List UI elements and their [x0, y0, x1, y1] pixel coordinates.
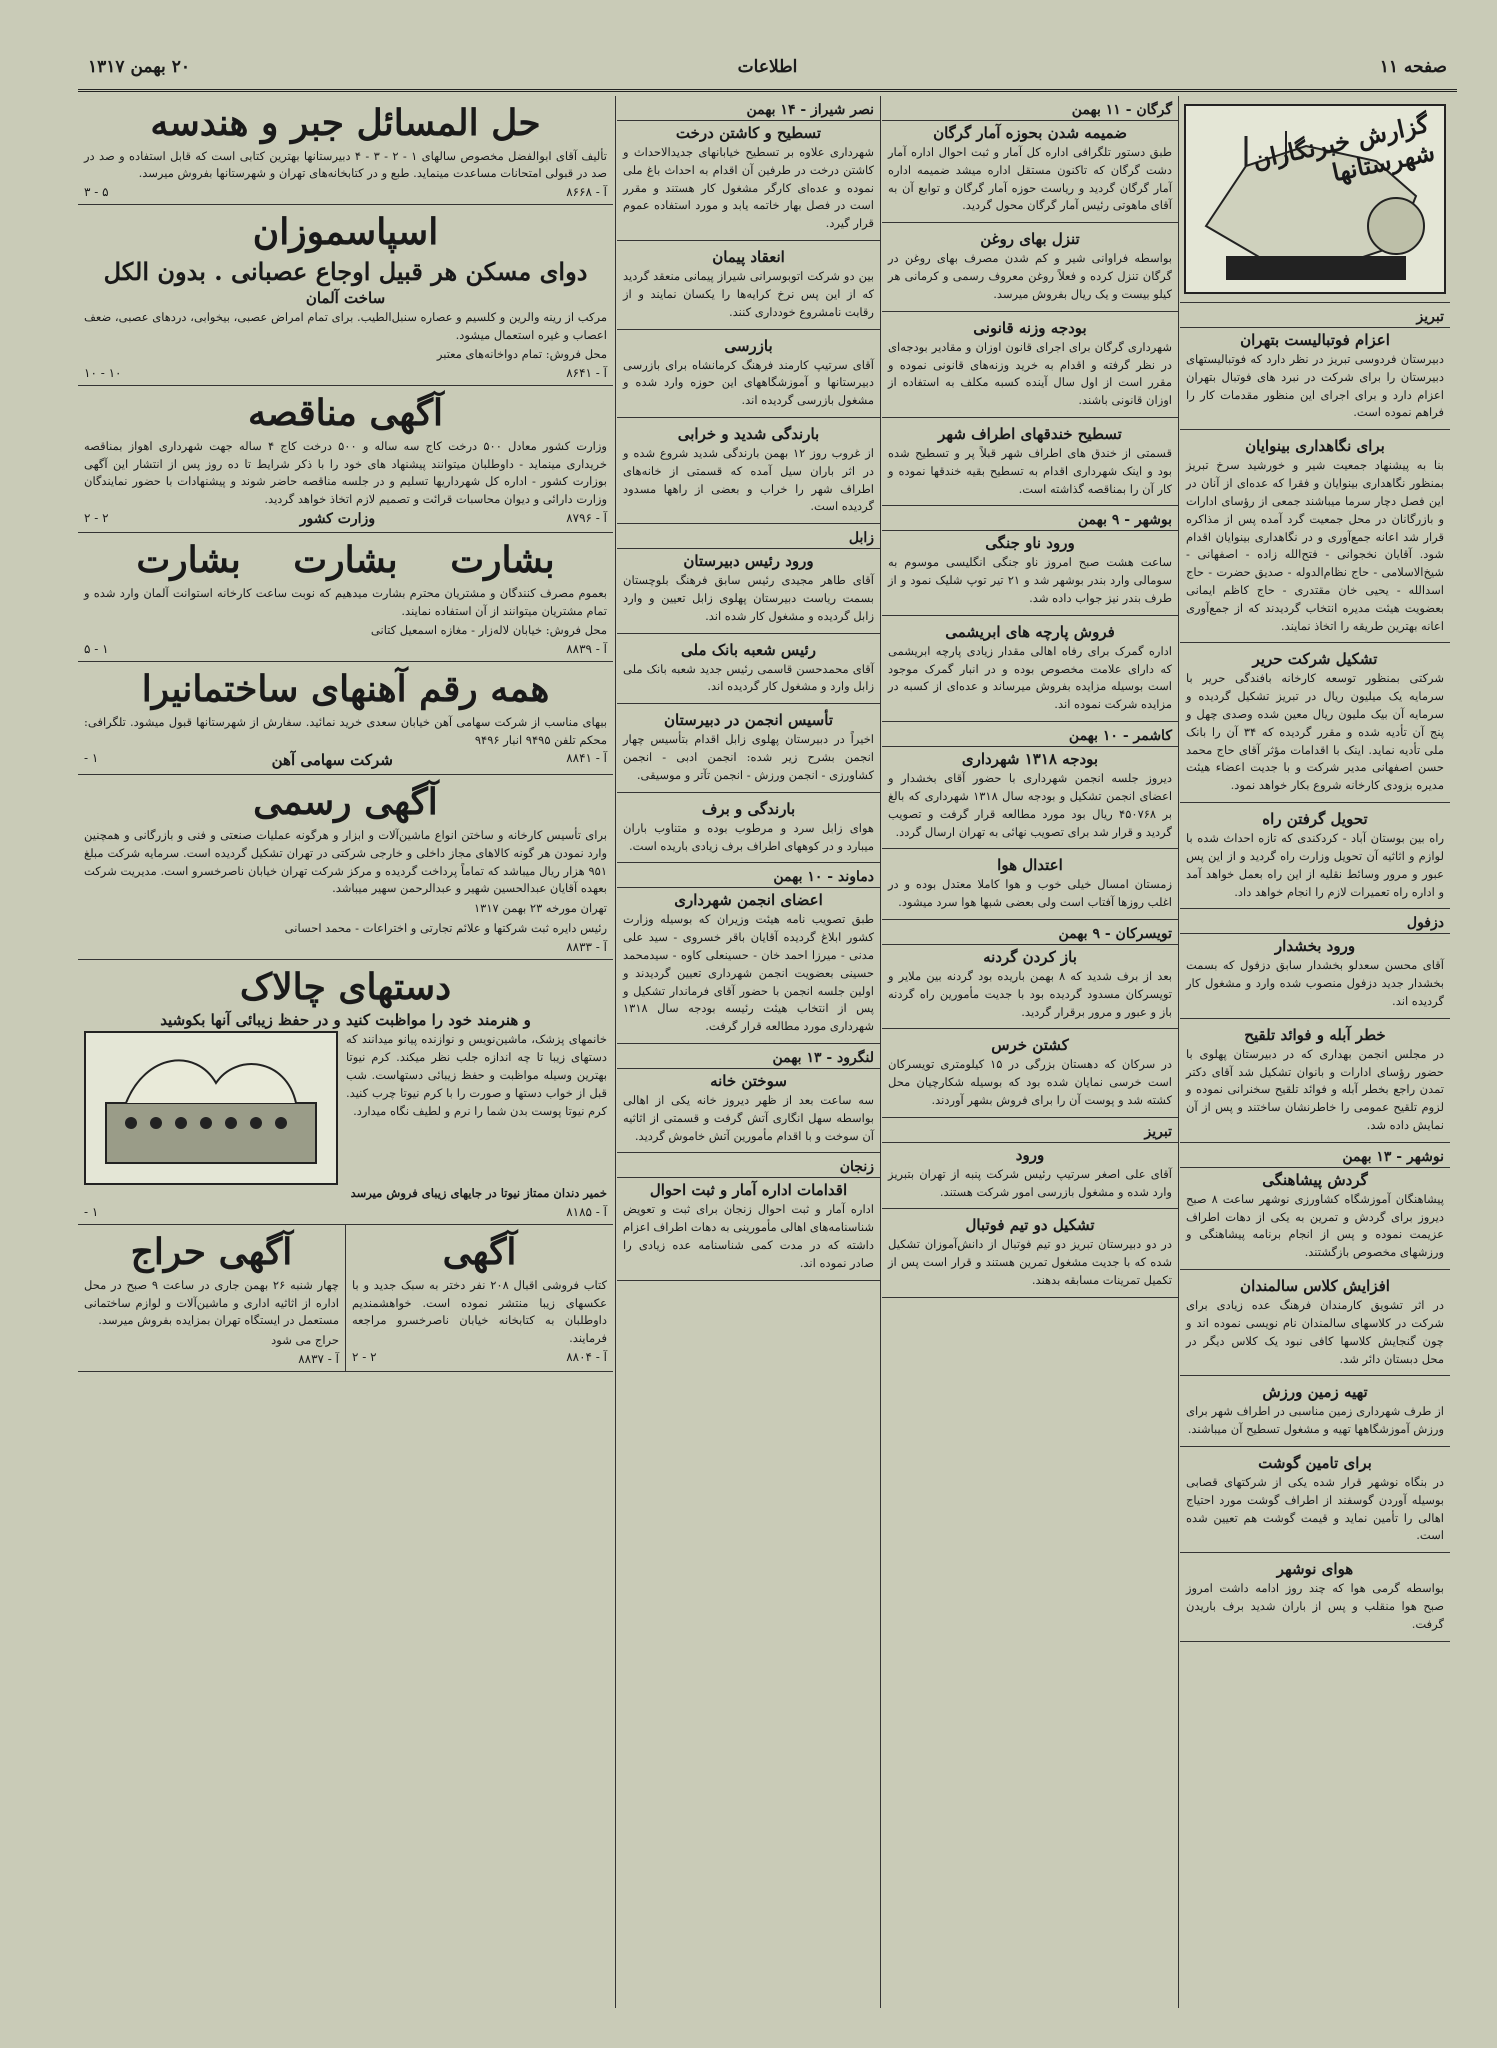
- ad-title: اسپاسموزان: [252, 211, 439, 254]
- ad-text: برای تأسیس کارخانه و ساختن انواع ماشین‌آلات و ابزار و هرگونه عملیات صنعتی و فنی و بازرگانی و همچنین وارد نمودن هر گونه کالاهای مجاز داخلی و خارجی شرکتی در تهران تشکیل گردیده است. سرمایه شرکت مبلغ ۹۵۱ هزار ریال میباشد که تماماً پرداخت گردیده و مرکز شرکت تهران خیابان ناصرخسرو است. مدیریت شرکت بعهده آقایان عبدالحسین شهیر و عبدالرحمن سهیر میباشد.: [84, 827, 607, 896]
- ad-title: آگهی رسمی: [253, 781, 438, 824]
- news-body: آقای محمدحسن قاسمی رئیس جدید شعبه بانک ملی زابل وارد و مشغول کار گردیده اند.: [623, 661, 874, 694]
- reporters-illustration: [1184, 104, 1446, 294]
- news-headline: برای نگاهداری بینوایان: [1245, 437, 1385, 456]
- ad-sale: محل فروش: خیابان لاله‌زار - مغازه اسمعیل کتانی: [370, 623, 607, 638]
- news-headline: بارندگی شدید و خرابی: [677, 424, 820, 443]
- page-header: [78, 55, 1457, 92]
- ad-official: [78, 775, 613, 959]
- news-headline: بودجه ۱۳۱۸ شهرداری: [961, 750, 1099, 769]
- news-headline: ورود ناو جنگی: [985, 534, 1075, 553]
- news-headline: کشتن خرس: [991, 1036, 1069, 1055]
- news-item: [882, 722, 1178, 849]
- ad-made-in: ساخت آلمان: [305, 288, 386, 307]
- ad-title: آگهی حراج: [130, 1231, 293, 1274]
- news-headline: اعزام فوتبالیست بتهران: [1240, 331, 1390, 349]
- news-item: [1180, 430, 1450, 643]
- column-rule: [1178, 96, 1179, 2008]
- news-item: [617, 1044, 880, 1153]
- news-headline: هوای نوشهر: [1276, 1560, 1354, 1579]
- news-body: پیشاهنگان آموزشگاه کشاورزی نوشهر ساعت ۸ صبح دیروز برای گردش و تمرین به یکی از دهات اطراف عزیمت نموده و پس از انجام برنامه پیشاهنگی و ورزشهای مخصوص بازگشتند.: [1186, 1191, 1444, 1260]
- news-item: [1180, 1553, 1450, 1641]
- news-item: [882, 616, 1178, 722]
- news-item: [617, 524, 880, 633]
- news-item: [1180, 303, 1450, 430]
- news-headline: باز کردن گردنه: [983, 947, 1077, 966]
- news-item: [882, 223, 1178, 311]
- news-headline: برای تامین گوشت: [1258, 1453, 1372, 1472]
- ad-text: تألیف آقای ابوالفضل مخصوص سالهای ۱ - ۲ - ۳ - ۴ دبیرستانها بهترین کتابی است که قابل استفاده و صد در صد در قبولی امتحانات مساعدت مینماید. طبع و در کتابخانه‌های تهران و شهرستانها بفروش میرسد.: [84, 148, 607, 181]
- news-body: راه بین بوستان آباد - کردکندی که تازه احداث شده با لوازم و اثاثیه آن تحویل وزارت راه گردید و از این پس عبور و مرور وسائط نقلیه از این راه بعمل خواهد آمد و اداره راه تعمیرات لازم را انجام خواهد داد.: [1186, 831, 1444, 899]
- news-headline: اعضای انجمن شهرداری: [674, 891, 823, 910]
- dateline: زنجان: [617, 1157, 880, 1178]
- news-item: [617, 418, 880, 524]
- news-headline: گردش پیشاهنگی: [1262, 1170, 1368, 1189]
- column-ads: [78, 96, 613, 2008]
- ad-ref: آ - ۸۱۸۵: [566, 1205, 607, 1220]
- news-item: [882, 506, 1178, 615]
- news-item: [1180, 1270, 1450, 1376]
- news-body: از غروب روز ۱۲ بهمن بارندگی شدید شروع شده و در اثر باران سیل آمده که قسمتی از خانه‌های اطراف شهر را خراب و بعضی از راهها مسدود گردیده است.: [623, 445, 874, 514]
- column-rule: [880, 96, 881, 2008]
- ad-title: آگهی مناقصه: [247, 392, 444, 435]
- ad-notice: [345, 1225, 613, 1372]
- news-headline: بازرسی: [724, 336, 773, 355]
- news-body: در سرکان که دهستان بزرگی در ۱۵ کیلومتری تویسرکان است خرسی نمایان شده بود که بوسیله شکارچیان محل کشته شد و پوست آن را برای فروش بشهر آوردند.: [888, 1057, 1172, 1107]
- news-body: قسمتی از خندق های اطراف شهر قبلاً پر و تسطیح شده بود و اینک شهرداری اقدام به تسطیح بقیه خندقها نموده و کار آن را بمناقصه گذاشته است.: [888, 445, 1172, 496]
- news-body: شرکتی بمنظور توسعه کارخانه بافندگی حریر با سرمایه یک میلیون ریال در تبریز تشکیل گردیده و سرمایه آن بیک ملیون ریال معین شده وصدی چهل و پنج آن تأدیه شده و مقرر گردیده که ۳۴ آن را بانک ملی تأدیه نماید. اینک با اقدامات مؤثر آقای حاج محمد حسن اصفهانی مدیر شرکت و با جدیت اعضاء هیئت مدیره بزودی کارخانه شروع بکار خواهد نمود.: [1186, 671, 1444, 793]
- news-headline: ضمیمه شدن بحوزه آمار گرگان: [933, 124, 1127, 142]
- ad-text: خانمهای پزشک، ماشین‌نویس و نوازنده پیانو میدانند که دستهای زیبا تا چه اندازه جلب نظر میکند. کرم نیوتا بهترین وسیله مواظبت و حفظ زیبائی دستهاست. شب قبل از خواب دستها و صورت را با کرم نیوتا چرب کنید. کرم نیوتا پوست بدن شما را نرم و لطیف نگاه میدارد.: [346, 1032, 607, 1118]
- news-body: اداره آمار و ثبت احوال زنجان برای ثبت و تعویض شناسنامه‌های اهالی مأمورینی به دهات اطراف اعزام داشته که در مدت کمی شناسنامه عده زیادی را صادر نموده اند.: [623, 1202, 874, 1270]
- news-item: [1180, 909, 1450, 1018]
- news-item: [617, 793, 880, 864]
- news-item: [1180, 1143, 1450, 1270]
- ad-text: ببهای مناسب از شرکت سهامی آهن خیابان سعدی خرید نمائید. سفارش از شهرستانها قبول میشود. تلگرافی: محکم تلفن ۹۴۹۵ انبار ۹۴۹۶: [84, 714, 607, 747]
- news-item: [882, 1029, 1178, 1117]
- news-item: [882, 920, 1178, 1029]
- ad-ref: آ - ۸۶۶۸: [566, 185, 607, 200]
- ad-good-news: [78, 533, 613, 662]
- news-headline: افزایش کلاس سالمندان: [1240, 1277, 1390, 1296]
- dateline: زابل: [617, 528, 880, 549]
- news-item: [882, 849, 1178, 920]
- hands-drawing: [86, 1033, 336, 1183]
- news-body: سه ساعت بعد از ظهر دیروز خانه یکی از اهالی بواسطه سهل انگاری آتش گرفت و قسمتی از اثاثیه آن سوخت و با اقدام مأمورین آتش خاموش گردید.: [623, 1093, 874, 1143]
- ad-text: چهار شنبه ۲۶ بهمن جاری در ساعت ۹ صبح در محل اداره از اثاثیه اداری و ماشین‌آلات و لوازم ساختمانی مستعمل در ایستگاه تهران بمزایده بفروش میرسد.: [84, 1277, 340, 1328]
- news-body: بنا به پیشنهاد جمعیت شیر و خورشید سرخ تبریز بمنظور نگاهداری بینوایان و فقرا که عده‌ای از آنان در این فصل دچار سرما میباشند جمعی از رؤسای ادارات و بازرگانان در محل جمعیت گرد آمده پس از مذاکره قرار شد اعانه جمع‌آوری و در نگاهداری بینوایان اقدام شود. آقایان نخجوانی - فتح‌الله زاده - اصفهانی - شیخ‌الاسلامی - حاج نظام‌الدوله - صدیق حضرت - حاج اسدالله - یحیی خان مقتدری - حاج کاظم ایمانی بعضویت هیئت مدیره انتخاب گردیدند که از جمع‌آوری اعانه بهترین طریقه را اتخاذ نمایند.: [1186, 458, 1444, 633]
- news-body: دیروز جلسه انجمن شهرداری با حضور آقای بخشدار و اعضای انجمن تشکیل و بودجه سال ۱۳۱۸ شهرداری که بالغ بر ۴۵۰۷۶۸ ریال بود مورد مطالعه قرار گرفت و تصویب گردید و قرار شد برای تصویب نهائی به تهران ارسال گردد.: [888, 771, 1173, 839]
- news-headline: بودجه وزنه قانونی: [973, 318, 1087, 337]
- correspondents-banner: [1180, 96, 1450, 303]
- news-item: [882, 418, 1178, 506]
- ad-ref: آ - ۸۸۴۱: [566, 751, 607, 766]
- column-3: [617, 96, 880, 2008]
- ad-nivea-hands: [78, 960, 613, 1225]
- ad-num: ۱ -: [84, 1205, 99, 1220]
- news-body: اداره گمرک برای رفاه اهالی مقدار زیادی پارچه ابریشمی که دارای علامت مخصوص بوده و در انبار گمرک موجود است بوسیله مزایده بفروش میرساند و عده‌ای از کسبه در مزایده شرکت نموده اند.: [888, 643, 1172, 712]
- news-body: آقای سرتیپ کارمند فرهنگ کرمانشاه برای بازرسی دبیرستانها و آموزشگاههای این حوزه وارد شده و مشغول بازرسی گردیده اند.: [623, 357, 874, 408]
- dateline: لنگرود - ۱۳ بهمن: [617, 1048, 880, 1069]
- news-headline: تسطیح و کاشتن درخت: [675, 124, 822, 142]
- news-body: بین دو شرکت اتوبوسرانی شیراز پیمانی منعقد گردید که از این پس نرخ کرایه‌ها را یکسان نمایند و از رقابت نامشروع خودداری کنند.: [623, 269, 874, 319]
- dateline: بوشهر - ۹ بهمن: [882, 510, 1178, 531]
- ad-text: بعموم مصرف کنندگان و مشتریان محترم بشارت میدهیم که نوبت ساعت کارخانه استوانت آلمان وارد شده و تمام مشتریان میتوانند از آن استفاده نمایند.: [84, 585, 607, 618]
- news-headline: خطر آبله و فوائد تلقیح: [1244, 1025, 1386, 1044]
- news-item: [882, 1118, 1178, 1210]
- news-headline: سوختن خانه: [710, 1072, 787, 1090]
- ad-num: ۵ - ۳: [84, 185, 109, 200]
- news-item: [1180, 803, 1450, 909]
- news-body: بواسطه فراوانی شیر و کم شدن مصرف بهای روغن در گرگان تنزل کرده و فعلاً روغن معروف رسمی و کرمانی هر کیلو بیست و یک ریال بفروش میرسد.: [888, 251, 1172, 301]
- news-body: در بنگاه نوشهر قرار شده یکی از شرکتهای قصابی بوسیله آوردن گوسفند از اطراف گوشت مورد احتیاج اهالی را تأمین نماید و قیمت گوشت هم تعیین شده است.: [1186, 1474, 1444, 1543]
- ad-ref: آ - ۸۶۴۱: [566, 366, 607, 381]
- news-headline: تشکیل شرکت حریر: [1252, 650, 1378, 669]
- dateline: نوشهر - ۱۳ بهمن: [1180, 1147, 1450, 1168]
- news-body: بواسطه گرمی هوا که چند روز ادامه داشت امروز صبح هوا منقلب و پس از باران شدید برف باریدن گرفت.: [1186, 1581, 1444, 1631]
- ad-algebra-book: [78, 96, 613, 205]
- ad-num: ۲ - ۲: [352, 1350, 377, 1365]
- news-headline: ورود بخشدار: [1274, 937, 1356, 956]
- news-item: [1180, 1447, 1450, 1553]
- dateline: گرگان - ۱۱ بهمن: [882, 100, 1178, 121]
- ad-date: تهران مورخه ۲۳ بهمن ۱۳۱۷: [473, 901, 607, 916]
- ad-ref: آ - ۸۸۳۳: [566, 939, 607, 954]
- ad-text: مرکب از رینه والرین و کلسیم و عصاره سنبل‌الطیب. برای تمام امراض عصبی، بیخوابی، دردهای عصبی، ضعف اعصاب و غیره استعمال میشود.: [84, 309, 607, 342]
- news-body: در مجلس انجمن بهداری که در دبیرستان پهلوی با حضور رؤسای ادارات و بانوان تشکیل شد آقای دکتر تمدن راجع بخطر آبله و فوائد تلقیح سخنرانی نموده و لزوم تلقیح عمومی را خاطرنشان ساختند و پس از آن نمایش داده شد.: [1186, 1046, 1444, 1132]
- ad-ref: آ - ۸۷۹۶: [566, 511, 607, 526]
- news-body: در اثر تشویق کارمندان فرهنگ عده زیادی برای شرکت در کلاسهای سالمندان نام نویسی نموده اند و چون گنجایش کلاسها کافی نبود یک کلاس دیگر در محل دبستان دائر شد.: [1186, 1298, 1444, 1366]
- ad-office: وزارت کشور: [299, 511, 376, 528]
- ad-ref: آ - ۸۸۰۴: [566, 1350, 607, 1365]
- news-item: [1180, 1376, 1450, 1447]
- news-headline: ورود: [1015, 1145, 1045, 1164]
- ad-signature: رئیس دایره ثبت شرکتها و علائم تجارتی و اختراعات - محمد احسانی: [284, 921, 607, 935]
- ad-subtitle: و هنرمند خود را مواظبت کنید و در حفظ زیبائی آنها بکوشید: [160, 1011, 531, 1030]
- ad-tender: [78, 386, 613, 533]
- ad-auction: [78, 1225, 345, 1372]
- dateline: دزفول: [1180, 913, 1450, 934]
- dateline: تبریز: [882, 1122, 1178, 1143]
- ad-title: بشارت بشارت بشارت: [136, 539, 555, 582]
- news-body: آقای محسن سعدلو بخشدار سابق دزفول که بسمت بخشدار جدید دزفول منصوب شده وارد و مشغول کار گردیده اند.: [1186, 958, 1444, 1008]
- news-headline: اعتدال هوا: [997, 856, 1063, 875]
- news-body: دبیرستان فردوسی تبریز در نظر دارد که فوتبالیستهای دبیرستان را برای شرکت در نبرد های فوتبال بتهران اعزام دارد و برای اجرای این منظور مقدمات کار را فراهم نموده است.: [1186, 352, 1444, 420]
- column-rule: [615, 96, 616, 2008]
- news-item: [617, 634, 880, 705]
- ad-num: ۱ -: [84, 751, 99, 766]
- dateline: تویسرکان - ۹ بهمن: [882, 924, 1178, 945]
- news-headline: تنزل بهای روغن: [980, 230, 1080, 249]
- news-item: [882, 312, 1178, 418]
- news-headline: تسطیح خندقهای اطراف شهر: [938, 424, 1122, 443]
- news-item: [1180, 1019, 1450, 1143]
- news-body: آقای طاهر مجیدی رئیس سابق فرهنگ بلوچستان بسمت ریاست دبیرستان پهلوی زابل تعیین و وارد زابل گردیده و مشغول کار شده اند.: [623, 573, 874, 623]
- news-item: [617, 704, 880, 792]
- ad-sale: حراج می شود: [271, 1333, 339, 1348]
- ad-company: شرکت سهامی آهن: [271, 751, 393, 770]
- news-item: [617, 330, 880, 418]
- news-headline: اقدامات اداره آمار و ثبت احوال: [649, 1181, 848, 1200]
- news-body: ساعت هشت صبح امروز ناو جنگی انگلیسی موسوم به سومالی وارد بندر بوشهر شد و ۲۱ تیر توپ شلیک نمود و از طرف بندر نیز جواب داده شد.: [888, 555, 1172, 605]
- news-item: [617, 863, 880, 1044]
- ad-ref: آ - ۸۸۳۷: [298, 1352, 339, 1367]
- ad-title: آگهی: [442, 1231, 517, 1274]
- ad-title: حل المسائل جبر و هندسه: [150, 102, 541, 144]
- column-2: [882, 96, 1178, 2008]
- ad-num: ۱۰ - ۱۰: [84, 366, 122, 381]
- ad-sale: محل فروش: تمام دواخانه‌های معتبر: [436, 347, 607, 362]
- ad-num: ۲ - ۲: [84, 511, 109, 526]
- news-body: شهرداری علاوه بر تسطیح خیابانهای جدید‌الاحداث و کاشتن درخت در طرفین آن اقدام به احداث باغ ملی نموده و عده‌ای کارگر مشغول کار هستند و مقرر است در فصل بهار خاتمه یابد و مورد استفاده عموم قرار گیرد.: [623, 145, 874, 231]
- ad-ref: آ - ۸۸۳۹: [566, 642, 607, 657]
- news-body: آقای علی اصغر سرتیپ رئیس شرکت پنبه از تهران بتبریز وارد شده و مشغول بازرسی امور شرکت هستند.: [888, 1166, 1172, 1199]
- dateline: دماوند - ۱۰ بهمن: [617, 867, 880, 888]
- news-headline: انعقاد پیمان: [712, 248, 785, 267]
- news-headline: ورود رئیس دبیرستان: [683, 552, 814, 571]
- news-item: [617, 1153, 880, 1280]
- news-body: شهرداری گرگان برای اجرای قانون اوزان و مقادیر بودجه‌ای در نظر گرفته و اقدام به خرید وزنه‌های قانونی نموده و مقرر است از اول سال آینده کسبه مکلف به استفاده از اوزان قانونی باشند.: [888, 339, 1172, 408]
- dateline: تبریز: [1180, 307, 1450, 328]
- ad-title: دستهای چالاک: [239, 965, 452, 1008]
- news-body: از طرف شهرداری زمین مناسبی در اطراف شهر برای ورزش آموزشگاهها تهیه و مشغول تسطیح آن میباشند.: [1186, 1404, 1444, 1437]
- news-headline: فروش پارچه های ابریشمی: [945, 622, 1115, 641]
- ad-spasmosan: [78, 205, 613, 386]
- dateline: کاشمر - ۱۰ بهمن: [882, 726, 1178, 747]
- page-number: صفحه ۱۱: [1379, 57, 1447, 77]
- column-1: [1180, 96, 1450, 2008]
- news-body: هوای زابل سرد و مرطوب بوده و متناوب باران میبارد و در کوههای اطراف برف زیادی باریده است.: [623, 820, 874, 853]
- news-body: طبق دستور تلگرافی اداره کل آمار و ثبت احوال اداره آمار دشت گرگان که تاکنون مستقل اداره میشد ضمیمه اداره آمار گرگان گردید و ریاست حوزه آمار گرگان و توابع آن به آقای ماهوتی رئیس آمار گرگان محول گردید.: [888, 145, 1172, 213]
- issue-date: ۲۰ بهمن ۱۳۱۷: [88, 57, 190, 77]
- typing-hands-illustration: [84, 1031, 338, 1185]
- newspaper-name: اطلاعات: [737, 57, 798, 77]
- news-item: [1180, 643, 1450, 803]
- news-item: [882, 96, 1178, 223]
- ad-product: خمیر دندان ممتاز نیوتا در جایهای زیبای فروش میرسد: [350, 1186, 607, 1201]
- ad-text: وزارت کشور معادل ۵۰۰ درخت کاج سه ساله و ۵۰۰ درخت کاج ۴ ساله جهت شهرداری اهواز بمناقصه خریداری مینماید - داوطلبان میتوانند پیشنهاد های خود را با ذکر شرایط تا ده روز پس از انتشار این آگهی بوزارت کشور - اداره کل شهرداریها تسلیم و در جلسه مناقصه حاضر شوند و پیشنهادات با حضور نمایندگان وزارت دارائی و دیوان محاسبات قرائت و تصمیم لازم اتخاذ خواهد گردید.: [84, 438, 607, 507]
- news-headline: تحویل گرفتن راه: [1262, 810, 1368, 829]
- news-headline: بارندگی و برف: [701, 799, 796, 818]
- ad-title: همه رقم آهنهای ساختمانیرا: [141, 668, 550, 711]
- ad-iron: [78, 662, 613, 775]
- news-item: [882, 1209, 1178, 1297]
- dateline: نصر شیراز - ۱۴ بهمن: [617, 100, 880, 121]
- ad-num: ۱ - ۵: [84, 642, 109, 657]
- news-body: زمستان امسال خیلی خوب و هوا کاملا معتدل بوده و در اغلب روزها آفتاب است ولی بعضی شبها هوا سرد میشود.: [888, 877, 1172, 910]
- news-body: طبق تصویب نامه هیئت وزیران که بوسیله وزارت کشور ابلاغ گردیده آقایان باقر خسروی - سید علی مدنی - میرزا احمد خان - حسینعلی کاوه - سیدمحمد حسینی بعضویت انجمن شهرداری تعیین گردیدند و اولین جلسه انجمن با حضور آقای فرماندار تشکیل و پس از انتخاب هیئت رئیسه بودجه سال ۱۳۱۸ شهرداری مورد مطالعه قرار گرفت.: [623, 912, 874, 1034]
- news-headline: رئیس شعبه بانک ملی: [681, 640, 816, 659]
- ad-text: کتاب فروشی اقبال ۲۰۸ نفر دختر به سبک جدید و با عکسهای زیبا منتشر نموده است. خواهشمندیم داوطلبان به کتابخانه خیابان ناصرخسرو مراجعه فرمایند.: [352, 1277, 607, 1346]
- ad-subtitle: دوای مسکن هر قبیل اوجاع عصبانی . بدون الکل: [103, 256, 588, 286]
- news-body: بعد از برف شدید که ۸ بهمن باریده بود گردنه بین ملایر و تویسرکان مسدود گردیده بود با جدیت مأمورین راه گردنه باز و عبور و مرور برقرار گردید.: [888, 968, 1173, 1019]
- news-item: [617, 96, 880, 241]
- banner-title: گزارش خبرنگاران شهرستانها: [1250, 108, 1438, 188]
- news-body: اخیراً در دبیرستان پهلوی زابل اقدام بتأسیس چهار انجمن بشرح زیر شده: انجمن ادبی - انجمن کشاورزی - انجمن ورزش - انجمن تآتر و موسیقی.: [623, 732, 874, 782]
- news-headline: تهیه زمین ورزش: [1262, 1383, 1368, 1402]
- news-headline: تأسیس انجمن در دبیرستان: [663, 711, 833, 730]
- news-body: در دو دبیرستان تبریز دو تیم فوتبال از دانش‌آموزان تشکیل شده که با جدیت مشغول تمرین هستند و قرار است پس از تکمیل تمرینات مسابقه بدهند.: [888, 1237, 1172, 1288]
- news-item: [617, 241, 880, 329]
- news-headline: تشکیل دو تیم فوتبال: [965, 1216, 1095, 1235]
